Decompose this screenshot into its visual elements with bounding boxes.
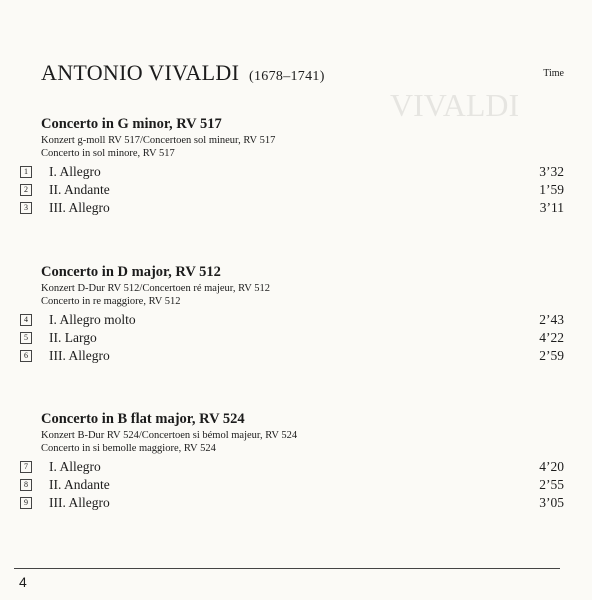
concerto-alt-title: Konzert B-Dur RV 524/Concertoen si bémol majeur, RV 524 (41, 430, 298, 441)
concerto-alt-title: Konzert g-moll RV 517/Concertoen sol mineur, RV 517 (41, 135, 276, 146)
track-number: 3 (20, 202, 32, 214)
track-row[interactable] (0, 495, 592, 513)
track-title: I. Allegro (49, 164, 101, 179)
concerto-alt-title: Concerto in re maggiore, RV 512 (41, 296, 181, 307)
concerto-alt-title: Konzert D-Dur RV 512/Concertoen ré majeur, RV 512 (41, 283, 271, 294)
track-number: 6 (20, 350, 32, 362)
track-row[interactable] (0, 164, 592, 182)
footer-divider (14, 568, 560, 569)
page-number: 4 (19, 574, 27, 590)
track-title: II. Andante (49, 477, 110, 492)
track-number: 4 (20, 314, 32, 326)
concerto-title: Concerto in D major, RV 512 (41, 264, 221, 280)
track-time: 3’05 (539, 495, 564, 510)
track-row[interactable] (0, 348, 592, 366)
track-title: III. Allegro (49, 495, 110, 510)
composer-dates: (1678–1741) (249, 69, 325, 84)
track-title: II. Andante (49, 182, 110, 197)
track-row[interactable] (0, 200, 592, 218)
track-row[interactable] (0, 477, 592, 495)
track-row[interactable] (0, 459, 592, 477)
composer-heading (41, 60, 325, 86)
track-time: 3’11 (539, 200, 564, 215)
track-number: 5 (20, 332, 32, 344)
concerto-alt-title: Concerto in si bemolle maggiore, RV 524 (41, 443, 216, 454)
composer-name: ANTONIO VIVALDI (41, 60, 240, 85)
track-time: 2’59 (539, 348, 564, 363)
track-time: 1’59 (539, 182, 564, 197)
track-number: 2 (20, 184, 32, 196)
time-column-header: Time (543, 68, 564, 79)
track-number: 1 (20, 166, 32, 178)
concerto-title: Concerto in G minor, RV 517 (41, 116, 222, 132)
track-title: I. Allegro molto (49, 312, 136, 327)
track-row[interactable] (0, 330, 592, 348)
track-title: II. Largo (49, 330, 97, 345)
track-title: III. Allegro (49, 200, 110, 215)
track-time: 2’43 (539, 312, 564, 327)
track-number: 8 (20, 479, 32, 491)
track-time: 4’22 (539, 330, 564, 345)
track-row[interactable] (0, 312, 592, 330)
track-number: 7 (20, 461, 32, 473)
concerto-title: Concerto in B flat major, RV 524 (41, 411, 245, 427)
track-title: I. Allegro (49, 459, 101, 474)
concerto-alt-title: Concerto in sol minore, RV 517 (41, 148, 175, 159)
track-row[interactable] (0, 182, 592, 200)
track-time: 2’55 (539, 477, 564, 492)
track-number: 9 (20, 497, 32, 509)
track-title: III. Allegro (49, 348, 110, 363)
show-through-background: VIVALDI (390, 87, 520, 123)
track-time: 3’32 (539, 164, 564, 179)
track-time: 4’20 (539, 459, 564, 474)
